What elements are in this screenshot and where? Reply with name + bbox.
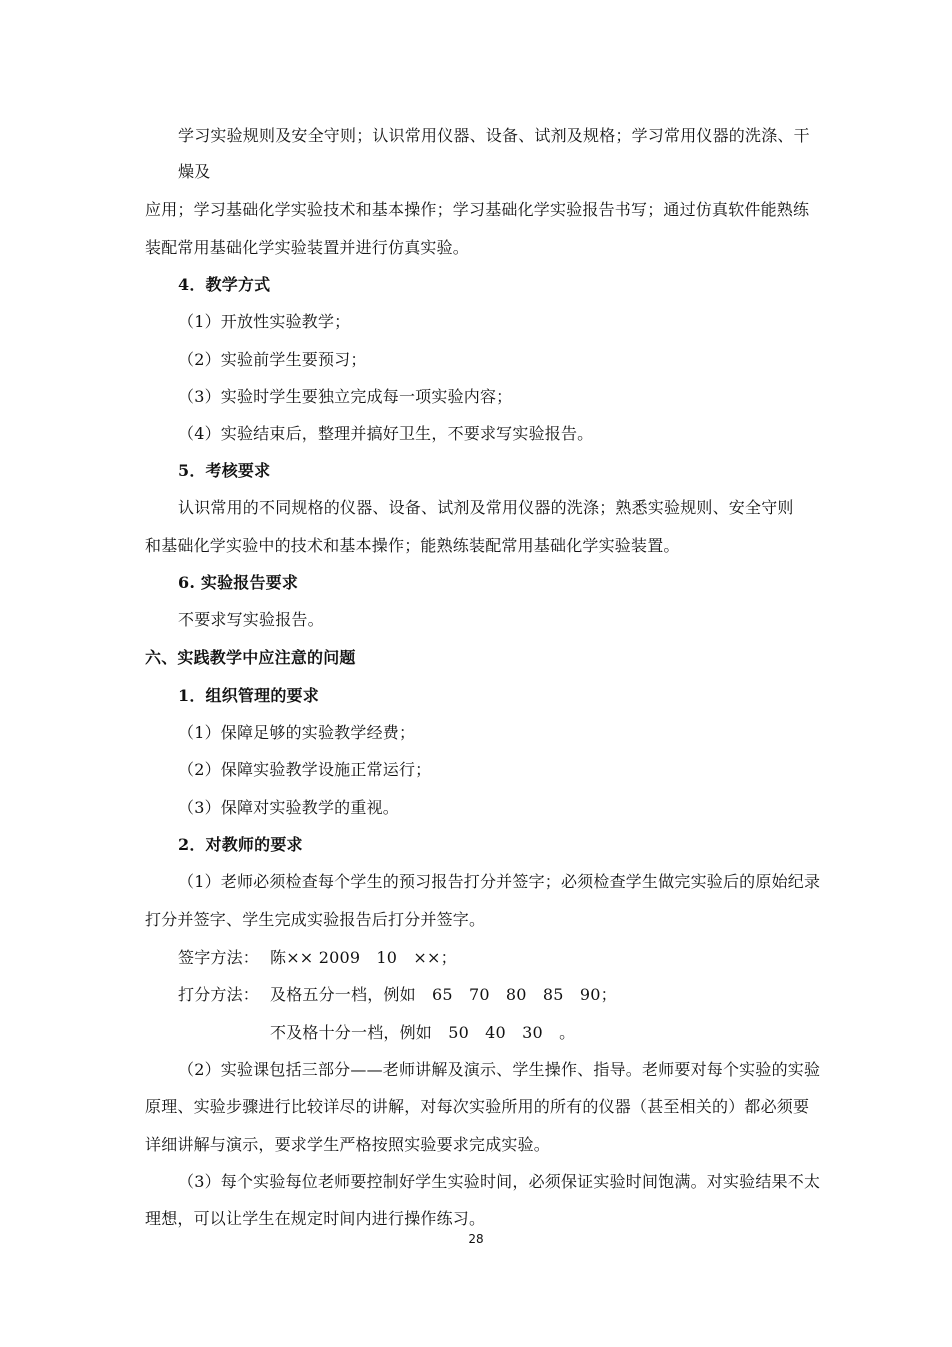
teacher-req-2-line-1: （2）实验课包括三部分——老师讲解及演示、学生操作、指导。老师要对每个实验的实验 — [178, 1060, 821, 1079]
section-5-heading: 5．考核要求 — [178, 461, 271, 480]
subsection-1-item: （2）保障实验教学设施正常运行； — [178, 760, 432, 779]
intro-line-2: 燥及 — [178, 162, 211, 181]
section-6-text: 不要求写实验报告。 — [178, 610, 324, 629]
subsection-1-heading: 1．组织管理的要求 — [178, 686, 319, 705]
section-4-item: （4）实验结束后，整理并搞好卫生，不要求写实验报告。 — [178, 424, 594, 443]
section-6-heading: 6. 实验报告要求 — [178, 573, 299, 592]
teacher-req-3-line-2: 理想，可以让学生在规定时间内进行操作练习。 — [145, 1209, 486, 1228]
section-4-heading: 4．教学方式 — [178, 275, 271, 294]
score-method-value-pass: 及格五分一档，例如 65 70 80 85 90； — [270, 985, 617, 1004]
teacher-req-1-line-2: 打分并签字、学生完成实验报告后打分并签字。 — [145, 910, 486, 929]
teacher-req-1-line-1: （1）老师必须检查每个学生的预习报告打分并签字；必须检查学生做完实验后的原始纪录 — [178, 872, 821, 891]
subsection-1-item: （1）保障足够的实验教学经费； — [178, 723, 416, 742]
section-5-line-2: 和基础化学实验中的技术和基本操作；能熟练装配常用基础化学实验装置。 — [145, 536, 680, 555]
intro-line-4: 装配常用基础化学实验装置并进行仿真实验。 — [145, 238, 470, 257]
section-4-item: （1）开放性实验教学； — [178, 312, 351, 331]
intro-line-1: 学习实验规则及安全守则；认识常用仪器、设备、试剂及规格；学习常用仪器的洗涤、干 — [178, 126, 810, 145]
part-6-heading: 六、实践教学中应注意的问题 — [145, 648, 356, 667]
section-4-item: （3）实验时学生要独立完成每一项实验内容； — [178, 387, 513, 406]
teacher-req-2-line-3: 详细讲解与演示，要求学生严格按照实验要求完成实验。 — [145, 1135, 551, 1154]
intro-line-3: 应用；学习基础化学实验技术和基本操作；学习基础化学实验报告书写；通过仿真软件能熟练 — [145, 200, 810, 219]
page-number: 28 — [468, 1232, 484, 1246]
score-method-label: 打分方法： — [178, 985, 260, 1004]
teacher-req-2-line-2: 原理、实验步骤进行比较详尽的讲解，对每次实验所用的所有的仪器（甚至相关的）都必须要 — [145, 1097, 810, 1116]
section-4-item: （2）实验前学生要预习； — [178, 350, 367, 369]
teacher-req-3-line-1: （3）每个实验每位老师要控制好学生实验时间，必须保证实验时间饱满。对实验结果不太 — [178, 1172, 821, 1191]
sign-method-value: 陈×× 2009 10 ××； — [270, 948, 457, 967]
subsection-2-heading: 2．对教师的要求 — [178, 835, 303, 854]
subsection-1-item: （3）保障对实验教学的重视。 — [178, 798, 399, 817]
score-method-value-fail: 不及格十分一档，例如 50 40 30 。 — [270, 1023, 576, 1042]
sign-method-label: 签字方法： — [178, 948, 260, 967]
section-5-line-1: 认识常用的不同规格的仪器、设备、试剂及常用仪器的洗涤；熟悉实验规则、安全守则 — [178, 498, 794, 517]
